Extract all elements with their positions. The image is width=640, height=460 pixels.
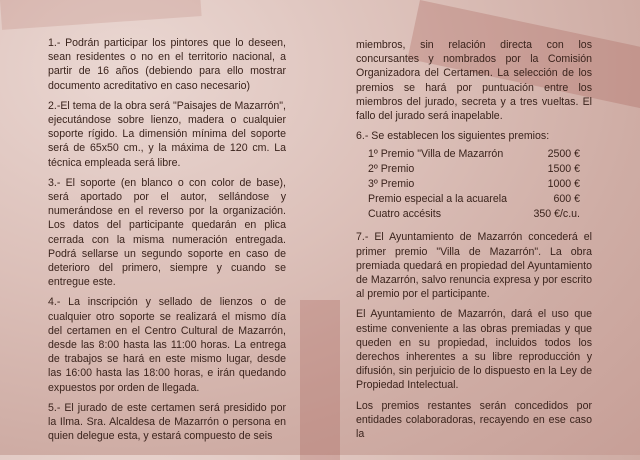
prize-name: 1º Premio "Villa de Mazarrón <box>368 148 504 161</box>
prize-row <box>368 207 580 222</box>
prizes-list <box>368 147 580 222</box>
left-column <box>48 36 286 449</box>
rule-paragraph-7-other-prizes: Los premios restantes serán concedidos por entidades colaboradoras, recayendo en ese caso la <box>356 399 592 441</box>
prize-name: 3º Premio <box>368 178 415 191</box>
rule-paragraph-3: 3.- El soporte (en blanco o con color de base), será aportado por el autor, sellándose y numerándose en el reverso por la organización. Los datos del participante quedarán en plica cerrada con la misma numeración entregada. Podrá sellarse un segundo soporte en caso de deterioro del primero, siempre y cuando se entregue este. <box>48 176 286 289</box>
rule-paragraph-7: 7.- El Ayuntamiento de Mazarrón concederá el primer premio "Villa de Mazarrón". La obra premiada quedará en propiedad del Ayuntamiento de Mazarrón, salvo renuncia expresa y por escrito al premio por el participante. <box>356 231 592 301</box>
rule-paragraph-1: 1.- Podrán participar los pintores que lo deseen, sean residentes o no en el territorio nacional, a partir de 16 años (debiendo para ello mostrar documento acreditativo en caso necesario) <box>48 37 286 92</box>
prize-name: 2º Premio <box>368 163 415 176</box>
rule-paragraph-2: 2.-El tema de la obra será "Paisajes de Mazarrón", ejecutándose sobre lienzo, madera o cualquier soporte rígido. La dimensión mínima del soporte será de 65x50 cm., y la máxima de 120 cm. La técnica empleada será libre. <box>48 99 286 169</box>
prize-row <box>368 162 580 177</box>
prize-amount: 1500 € <box>547 163 580 176</box>
prizes-heading: 6.- Se establecen los siguientes premios: <box>356 130 550 143</box>
prize-name: Premio especial a la acuarela <box>368 193 507 206</box>
rule-paragraph-5: 5.- El jurado de este certamen será presidido por la Ilma. Sra. Alcaldesa de Mazarrón o persona en quien delegue esta, y estará compuesto de seis <box>48 401 286 443</box>
rule-paragraph-5-continued: miembros, sin relación directa con los concursantes y nombrados por la Comisión Organizadora del Certamen. La selección de los premios se hará por puntuación entre los miembros del jurado, secreta y a tres vueltas. El fallo del jurado será inapelable. <box>356 39 592 123</box>
right-column <box>356 38 592 447</box>
prize-row <box>368 192 580 207</box>
prize-amount: 1000 € <box>547 178 580 191</box>
brush-stroke <box>300 300 340 460</box>
prize-row <box>368 147 580 162</box>
rule-paragraph-4: 4.- La inscripción y sellado de lienzos o de cualquier otro soporte se realizará el mismo día del certamen en el Centro Cultural de Mazarrón, desde las 8:00 hasta las 11:00 horas. La entrega de trabajos se hará en este mismo lugar, desde las 16:00 hasta las 18:00 horas, e irán quedando expuestos por orden de llegada. <box>48 296 286 394</box>
prize-amount: 2500 € <box>547 148 580 161</box>
rule-paragraph-7-usage: El Ayuntamiento de Mazarrón, dará el uso que estime conveniente a las obras premiadas y que queden en su propiedad, incluidos todos los derechos inherentes a su libre reproducción y difusión, sin perjuicio de lo dispuesto en la Ley de Propiedad Intelectual. <box>356 308 592 392</box>
brush-stroke <box>0 0 202 30</box>
prize-amount: 350 €/c.u. <box>533 208 580 221</box>
prize-row <box>368 177 580 192</box>
prize-amount: 600 € <box>553 193 580 206</box>
prize-name: Cuatro accésits <box>368 208 442 221</box>
